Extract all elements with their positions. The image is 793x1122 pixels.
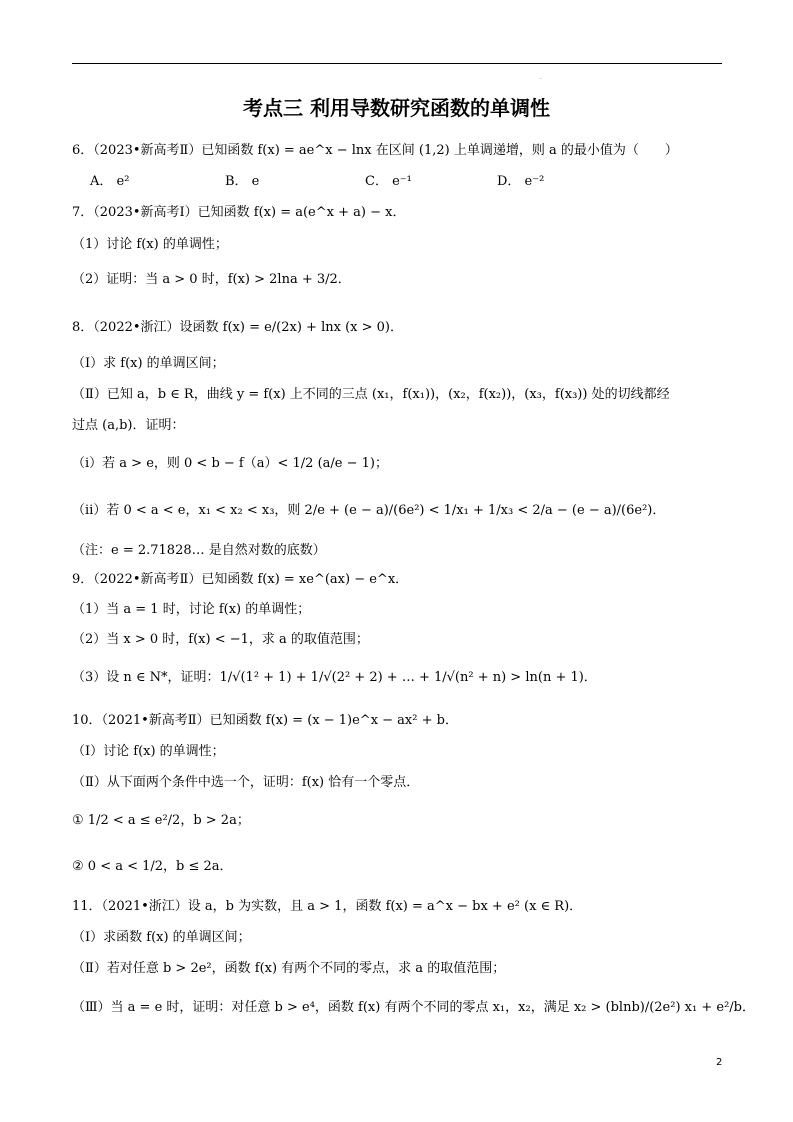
q8-part-2-line-2: 过点 (a,b)．证明： bbox=[72, 418, 185, 433]
q10-condition-2: ② 0 < a < 1/2，b ≤ 2a． bbox=[72, 859, 233, 874]
header-rule bbox=[72, 63, 722, 64]
q7-part-1: （1）讨论 f(x) 的单调性； bbox=[72, 237, 228, 252]
q11-part-2: （Ⅱ）若对任意 b > 2e²，函数 f(x) 有两个不同的零点，求 a 的取值范围； bbox=[72, 961, 506, 976]
q10-stem: 10．（2021•新高考Ⅱ）已知函数 f(x) = (x − 1)e^x − ax² + b． bbox=[72, 713, 458, 728]
header-mark: . bbox=[540, 74, 542, 81]
q11-stem: 11．（2021•浙江）设 a，b 为实数，且 a > 1，函数 f(x) = a^x − bx + e² (x ∈ R)． bbox=[72, 899, 583, 914]
q10-part-2: （Ⅱ）从下面两个条件中选一个，证明：f(x) 恰有一个零点． bbox=[72, 775, 420, 790]
page-number: 2 bbox=[716, 1057, 723, 1068]
q8-sub-i: （ⅰ）若 a > e，则 0 < b − f（a）< 1/2 (a/e − 1)； bbox=[72, 456, 388, 471]
q10-part-1: （Ⅰ）讨论 f(x) 的单调性； bbox=[72, 744, 225, 759]
q9-stem: 9．（2022•新高考Ⅱ）已知函数 f(x) = xe^(ax) − e^x． bbox=[72, 572, 409, 587]
q7-part-2: （2）证明：当 a > 0 时，f(x) > 2lna + 3/2． bbox=[72, 272, 351, 287]
q8-note: （注：e = 2.71828… 是自然对数的底数） bbox=[72, 543, 326, 558]
q9-part-1: （1）当 a = 1 时，讨论 f(x) 的单调性； bbox=[72, 602, 311, 617]
q9-part-2: （2）当 x > 0 时，f(x) < −1，求 a 的取值范围； bbox=[72, 632, 369, 647]
q7-stem: 7．（2023•新高考Ⅰ）已知函数 f(x) = a(e^x + a) − x． bbox=[72, 205, 406, 220]
q6-option-b: B． e bbox=[225, 174, 260, 189]
q6-option-a: A． e² bbox=[90, 174, 130, 189]
q8-stem: 8．（2022•浙江）设函数 f(x) = e/(2x) + lnx (x > 0)． bbox=[72, 320, 403, 335]
q11-part-3: （Ⅲ）当 a = e 时，证明：对任意 b > e⁴，函数 f(x) 有两个不同的零点 x₁，x₂，满足 x₂ > (blnb)/(2e²) x₁ + e²/b． bbox=[72, 1000, 755, 1015]
q10-condition-1: ① 1/2 < a ≤ e²/2，b > 2a； bbox=[72, 813, 250, 828]
q9-part-3: （3）设 n ∈ N*，证明：1/√(1² + 1) + 1/√(2² + 2) + … + 1/√(n² + n) > ln(n + 1)． bbox=[72, 670, 597, 685]
q8-sub-ii: （ⅱ）若 0 < a < e，x₁ < x₂ < x₃，则 2/e + (e − a)/(6e²) < 1/x₁ + 1/x₃ < 2/a − (e − a)/(6e²)． bbox=[72, 503, 666, 518]
q8-part-1: （Ⅰ）求 f(x) 的单调区间； bbox=[72, 356, 225, 371]
page-title: 考点三 利用导数研究函数的单调性 bbox=[243, 96, 550, 120]
q6-option-c: C． e⁻¹ bbox=[365, 174, 412, 189]
q6-stem: 6．（2023•新高考Ⅱ）已知函数 f(x) = ae^x − lnx 在区间 (1,2) 上单调递增，则 a 的最小值为（ ） bbox=[72, 143, 678, 158]
q11-part-1: （Ⅰ）求函数 f(x) 的单调区间； bbox=[72, 930, 251, 945]
q6-option-d: D． e⁻² bbox=[497, 174, 545, 189]
q8-part-2-line-1: （Ⅱ）已知 a，b ∈ R，曲线 y = f(x) 上不同的三点 (x₁，f(x₁))，(x₂，f(x₂))，(x₃，f(x₃)) 处的切线都经 bbox=[72, 387, 670, 402]
